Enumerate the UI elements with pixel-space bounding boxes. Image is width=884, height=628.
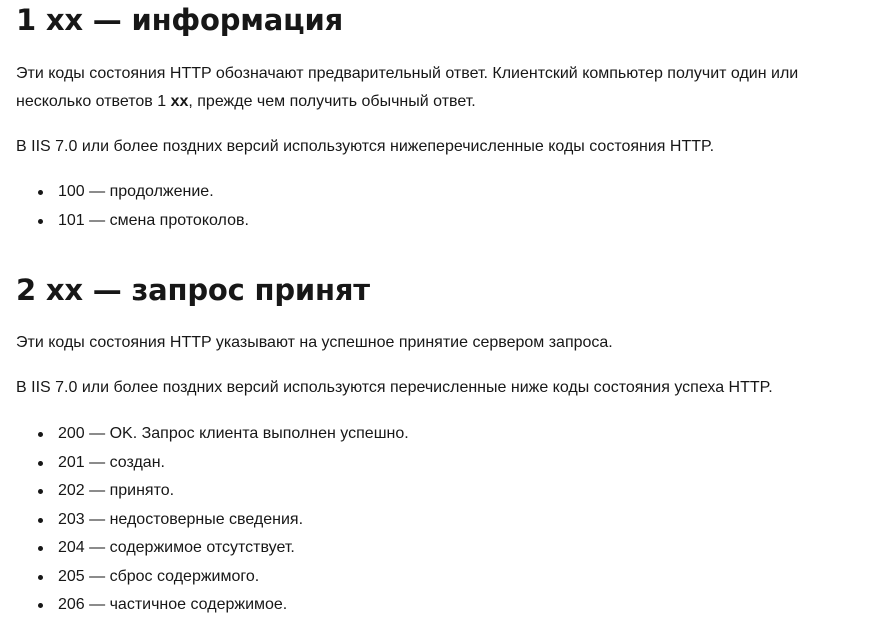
section-2xx-intro: Эти коды состояния HTTP указывают на успешное принятие сервером запроса.: [16, 334, 613, 351]
intro-line-2-after: , прежде чем получить обычный ответ.: [188, 93, 476, 110]
section-2xx-iis-note: В IIS 7.0 или более поздних версий используются перечисленные ниже коды состояния успеха HTTP.: [16, 379, 773, 396]
list-item: 201 — создан.: [16, 449, 409, 478]
list-item: 204 — содержимое отсутствует.: [16, 534, 409, 563]
section-1xx-iis-note: В IIS 7.0 или более поздних версий используются нижеперечисленные коды состояния HTTP.: [16, 138, 715, 155]
section-heading-2xx: 2 xx — запрос принят: [16, 273, 370, 307]
intro-line-1: Эти коды состояния HTTP обозначают предварительный ответ. Клиентский компьютер получит один или: [16, 65, 799, 82]
list-item: 206 — частичное содержимое.: [16, 591, 409, 620]
section-heading-1xx: 1 xx — информация: [16, 3, 343, 37]
intro-line-2-before: несколько ответов 1: [16, 93, 171, 110]
status-code-list-2xx: [16, 420, 409, 620]
list-item: 205 — сброс содержимого.: [16, 563, 409, 592]
list-item: 200 — OK. Запрос клиента выполнен успешно.: [16, 420, 409, 449]
section-1xx-intro: [16, 60, 798, 116]
list-item: 203 — недостоверные сведения.: [16, 506, 409, 535]
list-item: 202 — принято.: [16, 477, 409, 506]
status-code-list-1xx: [16, 178, 249, 235]
list-item: 100 — продолжение.: [16, 178, 249, 207]
list-item: 101 — смена протоколов.: [16, 207, 249, 236]
intro-line-2-bold: xx: [170, 93, 189, 110]
